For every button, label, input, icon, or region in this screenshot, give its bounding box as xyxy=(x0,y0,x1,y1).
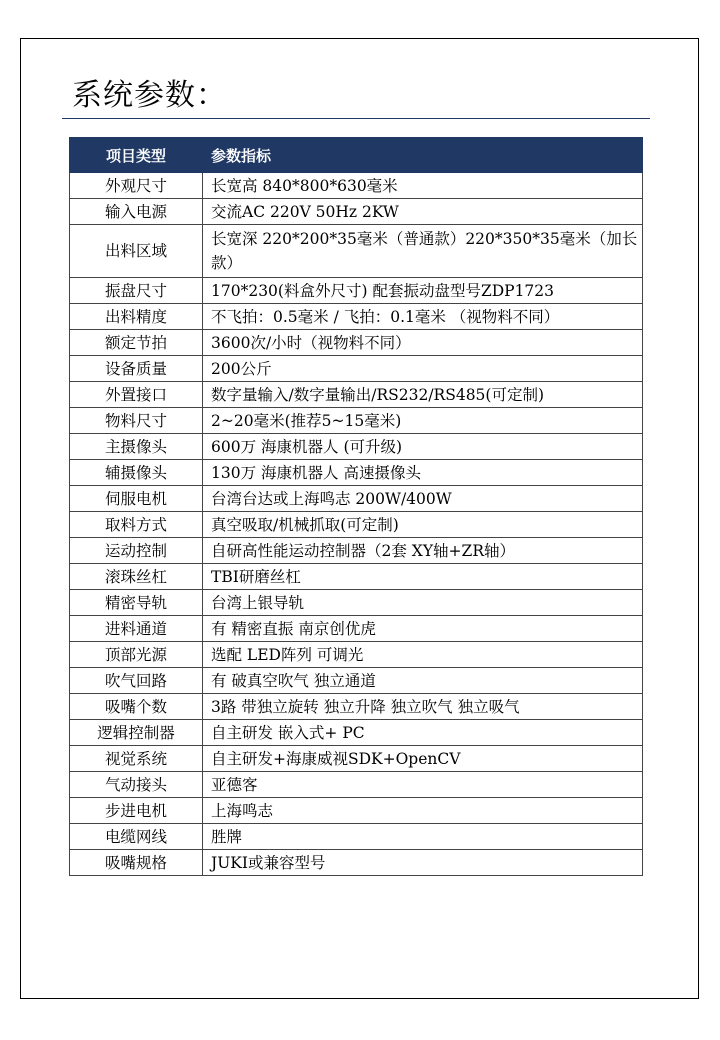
spec-table xyxy=(69,137,643,876)
row-item-name: 输入电源 xyxy=(70,199,203,225)
table-row xyxy=(70,772,643,798)
table-row xyxy=(70,694,643,720)
row-item-name: 设备质量 xyxy=(70,356,203,382)
row-item-name: 出料精度 xyxy=(70,304,203,330)
column-header-spec: 参数指标 xyxy=(203,138,643,173)
table-row xyxy=(70,564,643,590)
row-item-value: 有 破真空吹气 独立通道 xyxy=(203,668,643,694)
row-item-name: 额定节拍 xyxy=(70,330,203,356)
table-row xyxy=(70,850,643,876)
page-title: 系统参数： xyxy=(72,78,227,113)
table-row xyxy=(70,590,643,616)
table-row xyxy=(70,668,643,694)
table-row xyxy=(70,616,643,642)
row-item-value: 600万 海康机器人 (可升级) xyxy=(203,434,643,460)
row-item-name: 顶部光源 xyxy=(70,642,203,668)
row-item-value: 交流AC 220V 50Hz 2KW xyxy=(203,199,643,225)
row-item-name: 辅摄像头 xyxy=(70,460,203,486)
table-row xyxy=(70,642,643,668)
table-body xyxy=(70,173,643,876)
table-row xyxy=(70,199,643,225)
row-item-value: 亚德客 xyxy=(203,772,643,798)
table-row xyxy=(70,746,643,772)
row-item-value: 自研高性能运动控制器（2套 XY轴+ZR轴） xyxy=(203,538,643,564)
row-item-name: 外置接口 xyxy=(70,382,203,408)
table-row xyxy=(70,486,643,512)
row-item-name: 进料通道 xyxy=(70,616,203,642)
row-item-name: 电缆网线 xyxy=(70,824,203,850)
table-row xyxy=(70,330,643,356)
row-item-value: TBI研磨丝杠 xyxy=(203,564,643,590)
column-header-item-type: 项目类型 xyxy=(70,138,203,173)
row-item-name: 精密导轨 xyxy=(70,590,203,616)
row-item-name: 滚珠丝杠 xyxy=(70,564,203,590)
row-item-value: 上海鸣志 xyxy=(203,798,643,824)
row-item-name: 逻辑控制器 xyxy=(70,720,203,746)
row-item-name: 外观尺寸 xyxy=(70,173,203,199)
row-item-name: 步进电机 xyxy=(70,798,203,824)
row-item-value: 台湾台达或上海鸣志 200W/400W xyxy=(203,486,643,512)
heading-divider xyxy=(62,118,650,119)
table-row xyxy=(70,173,643,199)
row-item-value: 170*230(料盒外尺寸) 配套振动盘型号ZDP1723 xyxy=(203,278,643,304)
row-item-name: 吸嘴规格 xyxy=(70,850,203,876)
row-item-value: 自主研发+海康威视SDK+OpenCV xyxy=(203,746,643,772)
table-row xyxy=(70,720,643,746)
row-item-value: JUKI或兼容型号 xyxy=(203,850,643,876)
row-item-name: 运动控制 xyxy=(70,538,203,564)
row-item-name: 气动接头 xyxy=(70,772,203,798)
table-row xyxy=(70,356,643,382)
row-item-value: 数字量输入/数字量输出/RS232/RS485(可定制) xyxy=(203,382,643,408)
table-row xyxy=(70,538,643,564)
row-item-name: 振盘尺寸 xyxy=(70,278,203,304)
row-item-name: 物料尺寸 xyxy=(70,408,203,434)
table-header-row xyxy=(70,138,643,173)
row-item-value: 真空吸取/机械抓取(可定制) xyxy=(203,512,643,538)
row-item-name: 伺服电机 xyxy=(70,486,203,512)
row-item-name: 出料区域 xyxy=(70,225,203,278)
row-item-value: 3路 带独立旋转 独立升降 独立吹气 独立吸气 xyxy=(203,694,643,720)
row-item-name: 主摄像头 xyxy=(70,434,203,460)
row-item-name: 视觉系统 xyxy=(70,746,203,772)
row-item-value: 130万 海康机器人 高速摄像头 xyxy=(203,460,643,486)
row-item-value: 2~20毫米(推荐5~15毫米) xyxy=(203,408,643,434)
row-item-name: 吸嘴个数 xyxy=(70,694,203,720)
table-row xyxy=(70,824,643,850)
table-row xyxy=(70,434,643,460)
row-item-value: 不飞拍：0.5毫米 / 飞拍：0.1毫米 （视物料不同） xyxy=(203,304,643,330)
table-row xyxy=(70,460,643,486)
row-item-value: 200公斤 xyxy=(203,356,643,382)
table-row xyxy=(70,382,643,408)
row-item-name: 吹气回路 xyxy=(70,668,203,694)
table-row xyxy=(70,408,643,434)
row-item-value: 有 精密直振 南京创优虎 xyxy=(203,616,643,642)
row-item-value: 长宽深 220*200*35毫米（普通款）220*350*35毫米（加长款） xyxy=(203,225,643,278)
table-row xyxy=(70,278,643,304)
table-row xyxy=(70,304,643,330)
row-item-value: 长宽高 840*800*630毫米 xyxy=(203,173,643,199)
row-item-name: 取料方式 xyxy=(70,512,203,538)
table-row xyxy=(70,798,643,824)
row-item-value: 自主研发 嵌入式+ PC xyxy=(203,720,643,746)
table-row xyxy=(70,512,643,538)
row-item-value: 台湾上银导轨 xyxy=(203,590,643,616)
row-item-value: 3600次/小时（视物料不同） xyxy=(203,330,643,356)
row-item-value: 选配 LED阵列 可调光 xyxy=(203,642,643,668)
table-row xyxy=(70,225,643,278)
row-item-value: 胜牌 xyxy=(203,824,643,850)
